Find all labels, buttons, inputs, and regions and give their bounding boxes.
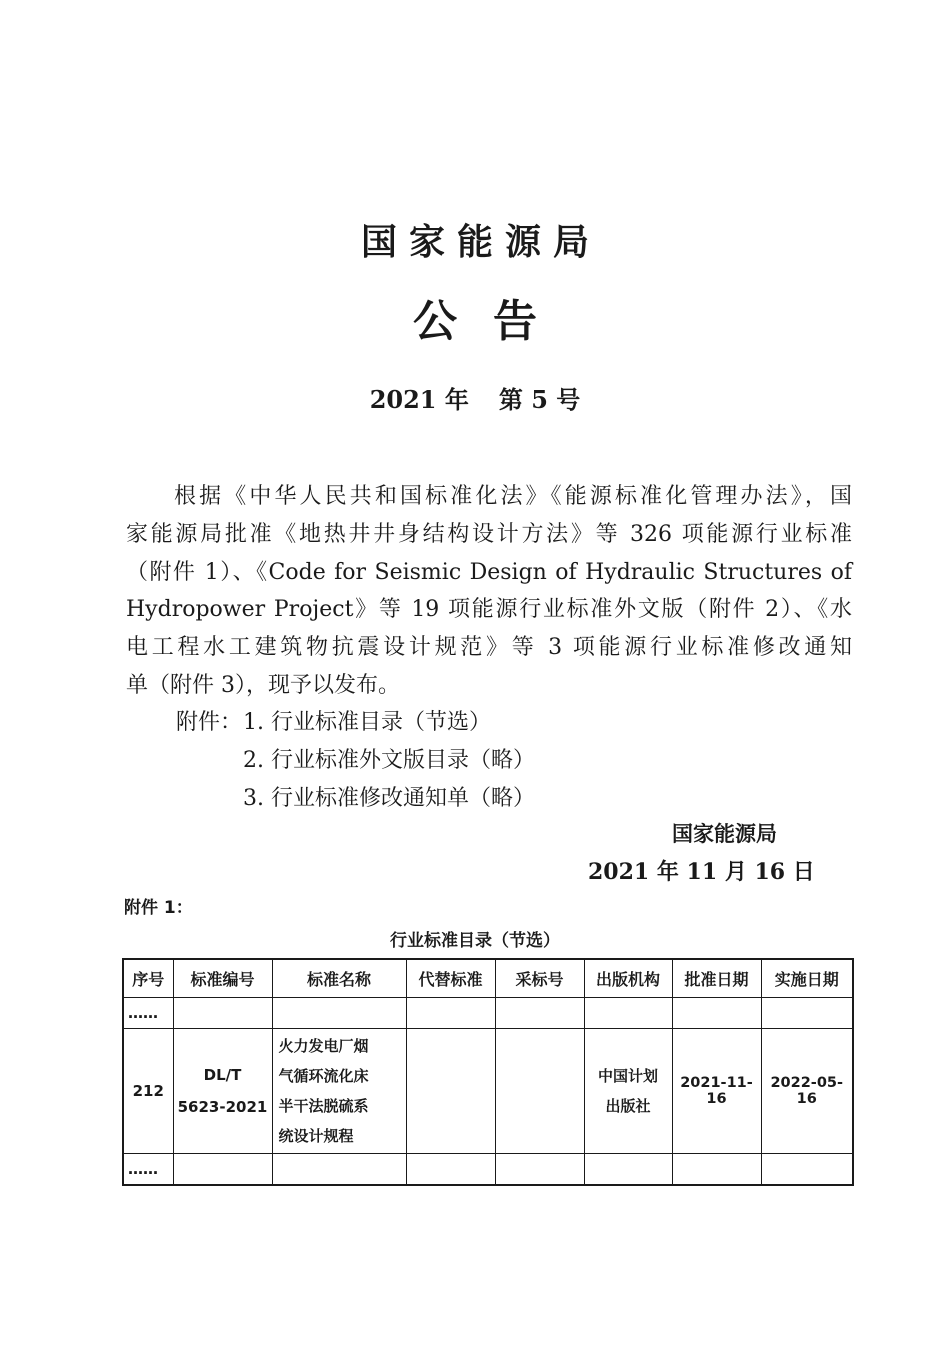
- signature-org: 国家能源局: [672, 822, 777, 846]
- name-line: 火力发电厂烟: [278, 1037, 369, 1055]
- code-line: DL/T: [203, 1066, 242, 1084]
- col-header-code: 标准编号: [173, 959, 272, 998]
- table-row-ellipsis: [123, 998, 853, 1029]
- body-line: 家能源局批准《地热井井身结构设计方法》等 326 项能源行业标准: [126, 522, 852, 547]
- attachment-label: 附件：: [176, 710, 243, 735]
- cell-replaces: [406, 1029, 495, 1154]
- col-header-effective-date: 实施日期: [761, 959, 853, 998]
- body-line: Hydropower Project》等 19 项能源行业标准外文版（附件 2）、《水: [126, 597, 852, 622]
- body-line: 电工程水工建筑物抗震设计规范》等 3 项能源行业标准修改通知: [126, 635, 852, 660]
- signature-date: 2021 年 11 月 16 日: [588, 859, 815, 885]
- attachment-item: 2. 行业标准外文版目录（略）: [243, 748, 535, 773]
- issue-number: [0, 380, 950, 415]
- ellipsis-cell: ……: [123, 998, 173, 1029]
- attachment1-label: 附件 1：: [124, 898, 193, 918]
- col-header-name: 标准名称: [272, 959, 406, 998]
- body-line: 根据《中华人民共和国标准化法》《能源标准化管理办法》，国: [174, 484, 852, 509]
- issue-no: 第 5 号: [498, 385, 581, 414]
- issue-year: 2021 年: [369, 385, 469, 414]
- col-header-approval-date: 批准日期: [672, 959, 761, 998]
- table-title: 行业标准目录（节选）: [390, 931, 560, 951]
- cell-publisher: [584, 1029, 672, 1154]
- col-header-adopted: 采标号: [495, 959, 584, 998]
- publisher-line: 出版社: [605, 1097, 651, 1115]
- name-line: 半干法脱硫系: [278, 1097, 369, 1115]
- notice-heading: 公告: [413, 296, 573, 347]
- cell-adopted: [495, 1029, 584, 1154]
- standards-table: [122, 958, 854, 1186]
- ellipsis-cell: ……: [123, 1154, 173, 1186]
- col-header-seq: 序号: [123, 959, 173, 998]
- name-line: 气循环流化床: [278, 1067, 369, 1085]
- name-line: 统设计规程: [278, 1127, 354, 1145]
- attachment-item: 3. 行业标准修改通知单（略）: [243, 786, 535, 811]
- cell-code: [173, 1029, 272, 1154]
- cell-approval-date: 2021-11-16: [672, 1029, 761, 1154]
- cell-effective-date: 2022-05-16: [761, 1029, 853, 1154]
- cell-name: [272, 1029, 406, 1154]
- attachment-item: 1. 行业标准目录（节选）: [243, 710, 491, 735]
- col-header-publisher: 出版机构: [584, 959, 672, 998]
- table-row: [123, 1029, 853, 1154]
- table-header-row: [123, 959, 853, 998]
- cell-seq: 212: [123, 1029, 173, 1154]
- col-header-replaces: 代替标准: [406, 959, 495, 998]
- table-row-ellipsis: [123, 1154, 853, 1186]
- publisher-line: 中国计划: [597, 1067, 658, 1085]
- body-line: （附件 1）、《Code for Seismic Design of Hydraulic Structures of: [126, 560, 852, 585]
- code-line: 5623-2021: [177, 1098, 268, 1116]
- issuing-authority-title: 国家能源局: [360, 222, 601, 263]
- body-line: 单（附件 3），现予以发布。: [126, 673, 400, 698]
